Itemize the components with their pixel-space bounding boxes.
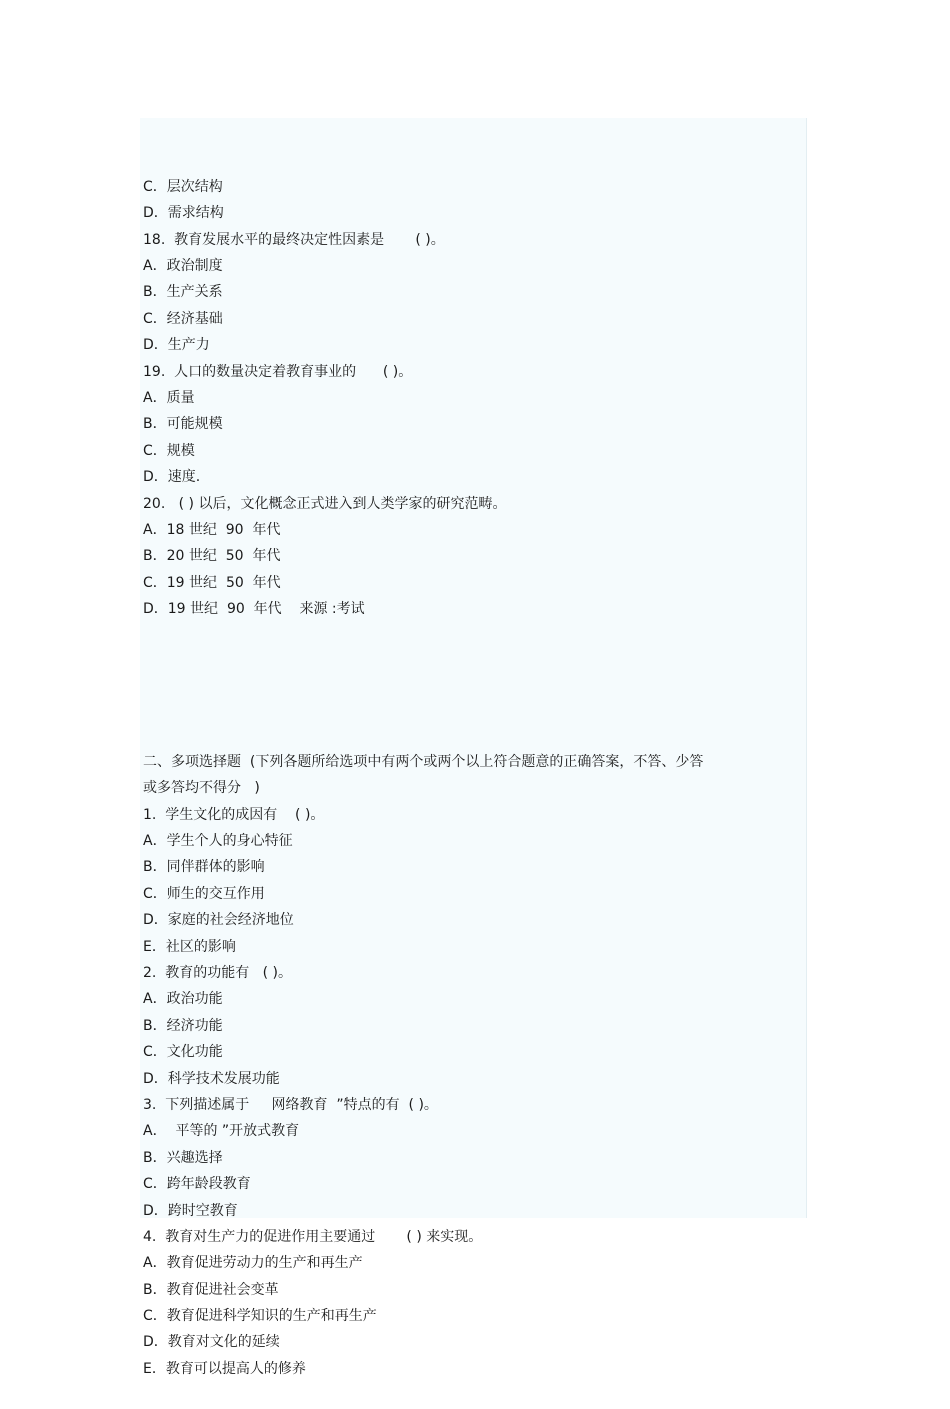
text-line: D．需求结构 — [143, 205, 224, 222]
single-choice-section — [143, 174, 793, 623]
text-line: A．18 世纪 90 年代 — [143, 521, 281, 538]
text-line: D．跨时空教育 — [143, 1202, 238, 1219]
section-gap — [143, 675, 793, 696]
text-line: C．层次结构 — [143, 178, 223, 195]
text-line: B．同伴群体的影响 — [143, 859, 265, 876]
text-line: 或多答均不得分 ) — [143, 780, 260, 797]
text-line: B．生产关系 — [143, 284, 223, 301]
text-line: B．经济功能 — [143, 1017, 223, 1034]
text-line: C．19 世纪 50 年代 — [143, 574, 281, 591]
text-line: 3. 下列描述属于 网络教育 ”特点的有 ( )。 — [143, 1096, 438, 1113]
text-line: 2. 教育的功能有 ( )。 — [143, 965, 292, 981]
multiple-choice-section — [143, 749, 793, 1382]
text-line: B．兴趣选择 — [143, 1149, 223, 1166]
text-line: D．家庭的社会经济地位 — [143, 912, 294, 929]
text-line: 4. 教育对生产力的促进作用主要通过 ( ) 来实现。 — [143, 1228, 483, 1245]
text-line: 二、多项选择题 (下列各题所给选项中有两个或两个以上符合题意的正确答案，不答、少答 — [143, 753, 704, 770]
question-text — [143, 121, 793, 1409]
text-line: C．经济基础 — [143, 310, 223, 327]
text-line: B．教育促进社会变革 — [143, 1281, 279, 1298]
text-line: E．社区的影响 — [143, 938, 236, 955]
text-line: 18. 教育发展水平的最终决定性因素是 ( )。 — [143, 231, 445, 248]
text-line: 1. 学生文化的成因有 ( )。 — [143, 806, 325, 823]
text-line: 19. 人口的数量决定着教育事业的 ( )。 — [143, 363, 413, 380]
text-line: B．可能规模 — [143, 416, 223, 433]
text-line: D．速度. — [143, 469, 201, 486]
text-line: A．教育促进劳动力的生产和再生产 — [143, 1255, 363, 1272]
text-line: D．生产力 — [143, 337, 210, 354]
text-line: E．教育可以提高人的修养 — [143, 1360, 306, 1377]
text-line: C．规模 — [143, 442, 195, 459]
text-line: A．质量 — [143, 389, 195, 406]
text-line: A． 平等的 ”开放式教育 — [143, 1123, 300, 1140]
text-line: D．科学技术发展功能 — [143, 1070, 280, 1087]
text-line: C．文化功能 — [143, 1044, 223, 1061]
text-line: D．19 世纪 90 年代 来源 :考试 — [143, 601, 365, 618]
text-line: A．政治制度 — [143, 257, 223, 274]
text-line: B．20 世纪 50 年代 — [143, 548, 281, 565]
text-line: A．学生个人的身心特征 — [143, 833, 293, 850]
text-line: A．政治功能 — [143, 991, 223, 1008]
text-line: D．教育对文化的延续 — [143, 1334, 280, 1351]
text-line: C．教育促进科学知识的生产和再生产 — [143, 1308, 377, 1325]
text-line: C．跨年龄段教育 — [143, 1176, 251, 1193]
text-line: C．师生的交互作用 — [143, 885, 265, 902]
text-line: 20. ( ) 以后，文化概念正式进入到人类学家的研究范畴。 — [143, 495, 507, 512]
